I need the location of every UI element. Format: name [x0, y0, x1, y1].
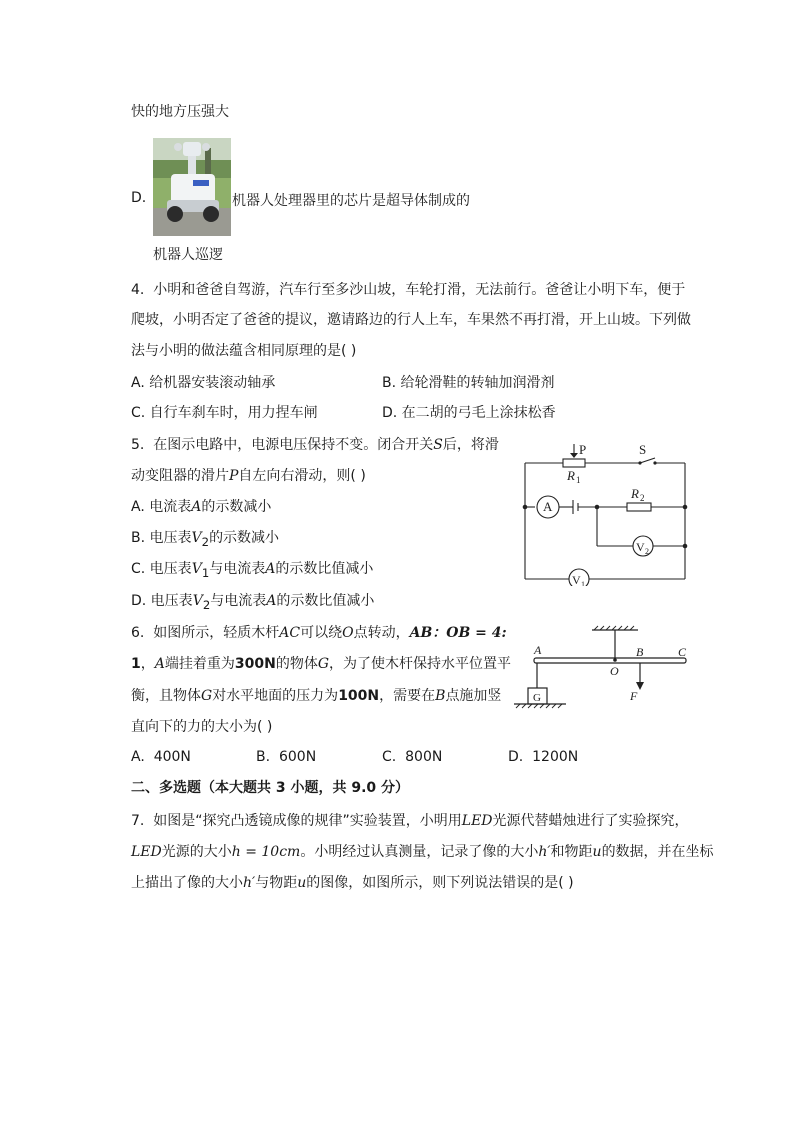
junction-right-top: [683, 505, 688, 510]
q6-option-c: [382, 747, 442, 767]
q5-c-mid: 与电流表: [209, 561, 266, 577]
lever-diagram: [512, 620, 696, 712]
q5-c-sub: 1: [201, 565, 210, 580]
label-a: A: [534, 643, 542, 657]
slider-arrow-head: [570, 453, 578, 458]
q5-stem-1b: 后，将滑: [442, 437, 499, 453]
label-r2: R: [631, 486, 639, 501]
q5-a-var: A: [191, 499, 202, 515]
junction-mid: [595, 505, 600, 510]
q5-option-a: [131, 497, 271, 517]
switch-blade: [640, 458, 655, 463]
q4-option-a: A. 给机器安装滚动轴承: [131, 375, 276, 391]
q5-stem-1a: 在图示电路中，电源电压保持不变。闭合开关: [153, 437, 434, 453]
q6-a-value: 400N: [153, 749, 191, 765]
q7-l2b: 。小明经过认真测量，记录了像的大小: [300, 844, 539, 860]
q5-stem-2a: 动变阻器的滑片: [131, 468, 229, 484]
label-p: P: [579, 442, 587, 457]
q6-l3d: 点施加竖: [445, 688, 502, 704]
q6-b-label: B.: [256, 749, 271, 765]
switch-pivot: [638, 461, 641, 464]
section-2-title: 二、多选题（本大题共 3 小题，共 9.0 分）: [131, 780, 410, 796]
label-r2-sub: 2: [640, 493, 645, 503]
q6-l2d: ，为了使木杆保持水平位置平: [329, 656, 512, 672]
q6-100n: 100N: [338, 688, 380, 704]
q7-l3a: 上描出了像的大小: [131, 875, 243, 891]
q6-d-label: D.: [508, 749, 524, 765]
q5-var-s: S: [433, 437, 443, 453]
q7-led-2: LED: [131, 844, 162, 860]
q5-option-c: [131, 559, 373, 583]
q5-var-p: P: [229, 468, 239, 484]
label-g: G: [533, 692, 541, 704]
q6-l2c: 的物体: [275, 656, 318, 672]
pivot-o: [613, 658, 617, 662]
q7-line-3: [131, 873, 574, 893]
q6-l1a: 如图所示，轻质木杆: [153, 625, 280, 641]
junction-right-bottom: [683, 544, 688, 549]
q6-b-value: 600N: [278, 749, 317, 765]
q6-l2b: 端挂着重为: [164, 656, 235, 672]
q6-a-label: A.: [131, 749, 145, 765]
label-a: A: [543, 499, 553, 514]
q5-line-1: [131, 435, 499, 455]
label-f: F: [630, 689, 638, 703]
q7-var-u-2: u: [297, 875, 307, 891]
q5-a-pre: A. 电流表: [131, 499, 192, 515]
q6-var-g2: G: [201, 688, 213, 704]
q5-b-post: 的示数减小: [209, 530, 280, 546]
q6-line-4: 直向下的力的大小为( ): [131, 719, 273, 735]
q5-c-var2: A: [265, 561, 276, 577]
q5-d-pre: D. 电压表: [131, 593, 193, 609]
q6-option-d: [508, 747, 578, 767]
label-v1-sub: 1: [581, 580, 585, 586]
label-s: S: [639, 442, 647, 457]
q5-c-var: V: [191, 561, 202, 577]
q6-l3a: 衡，且物体: [131, 688, 201, 704]
q6-var-g: G: [317, 656, 330, 672]
robot-patrol-photo: [153, 138, 231, 236]
r1-resistor: [563, 459, 585, 467]
label-v1: V: [572, 573, 581, 586]
q7-l2a: 光源的大小: [161, 844, 232, 860]
q5-stem-2b: 自左向右滑动，则( ): [238, 468, 366, 484]
q7-number: 7.: [131, 813, 145, 829]
lever-bar: [534, 658, 686, 663]
junction-left: [523, 505, 528, 510]
q6-l3b: 对水平地面的压力为: [212, 688, 339, 704]
circuit-diagram: [515, 436, 695, 586]
q3-line-top: 快的地方压强大: [131, 104, 229, 120]
label-o: O: [610, 664, 619, 678]
q5-a-post: 的示数减小: [201, 499, 272, 515]
q5-d-var2: A: [266, 593, 277, 609]
q6-d-value: 1200N: [532, 749, 579, 765]
q7-l1a: 如图是“探究凸透镜成像的规律”实验装置，小明用: [153, 813, 462, 829]
q3-option-d-caption: 机器人巡逻: [153, 247, 223, 263]
q5-option-d: [131, 591, 374, 615]
q6-l1c: 点转动，: [353, 625, 410, 641]
q6-number: 6.: [131, 625, 145, 641]
q6-l1b: 可以绕: [300, 625, 343, 641]
q6-l3c: ，需要在: [379, 688, 436, 704]
q5-b-pre: B. 电压表: [131, 530, 192, 546]
q4-number: 4.: [131, 282, 145, 298]
switch-contact: [653, 461, 656, 464]
q4-line-2: 爬坡，小明否定了爸爸的提议，邀请路边的行人上车，车果然不再打滑，开上山坡。下列做: [131, 312, 691, 328]
q6-c-value: 800N: [405, 749, 443, 765]
q7-l3c: 的图像，如图所示，则下列说法错误的是( ): [306, 875, 574, 891]
q6-l2-one: 1: [131, 656, 141, 672]
q5-b-sub: 2: [201, 534, 210, 549]
q3-option-d-label: D.: [131, 190, 147, 206]
q6-300n: 300N: [234, 656, 276, 672]
q5-d-var: V: [192, 593, 203, 609]
q7-l2d: 的数据，并在坐标: [601, 844, 714, 860]
q4-stem-1: 小明和爸爸自驾游，汽车行至多沙山坡，车轮打滑，无法前行。爸爸让小明下车，便于: [153, 282, 686, 298]
q7-l2c: 和物距: [550, 844, 593, 860]
q5-c-post: 的示数比值减小: [275, 561, 374, 577]
q6-ratio: AB：OB = 4:: [409, 625, 507, 641]
q6-option-b: [256, 747, 316, 767]
q4-option-b: B. 给轮滑鞋的转轴加润滑剂: [382, 375, 555, 391]
label-v2: V: [636, 540, 645, 554]
r2-resistor: [627, 503, 651, 511]
q7-h-prime-2: h′: [243, 875, 256, 891]
q6-var-o: O: [342, 625, 354, 641]
q6-option-a: [131, 747, 191, 767]
q3-option-d-text: 机器人处理器里的芯片是超导体制成的: [232, 193, 470, 209]
label-b: B: [636, 645, 644, 659]
q5-option-b: [131, 528, 279, 552]
q5-b-var: V: [191, 530, 202, 546]
label-c: C: [678, 645, 687, 659]
q6-line-1: [131, 623, 507, 643]
q5-line-2: [131, 466, 366, 486]
q7-line-1: [131, 811, 689, 831]
q6-line-2: [131, 654, 511, 674]
q6-l2a: ，: [140, 656, 155, 672]
q6-c-label: C.: [382, 749, 397, 765]
q6-var-a: A: [154, 656, 165, 672]
q6-line-3: [131, 686, 501, 706]
q5-c-pre: C. 电压表: [131, 561, 192, 577]
q6-var-ac: AC: [279, 625, 301, 641]
q6-var-b: B: [435, 688, 446, 704]
label-r1: R: [567, 468, 575, 483]
q5-d-mid: 与电流表: [210, 593, 267, 609]
q4-line-3: 法与小明的做法蕴含相同原理的是( ): [131, 343, 357, 359]
label-r1-sub: 1: [576, 475, 581, 485]
q4-option-c: C. 自行车刹车时，用力捏车闸: [131, 405, 318, 421]
q7-h-prime: h′: [538, 844, 551, 860]
q7-var-u: u: [592, 844, 602, 860]
q4-option-d: D. 在二胡的弓毛上涂抹松香: [382, 405, 556, 421]
q4-line-1: [131, 280, 685, 300]
q7-l1b: 光源代替蜡烛进行了实验探究，: [492, 813, 689, 829]
q5-d-post: 的示数比值减小: [276, 593, 375, 609]
q5-d-sub: 2: [202, 597, 211, 612]
q7-l3b: 与物距: [255, 875, 298, 891]
q7-h-value: h = 10cm: [231, 844, 301, 860]
q7-led-1: LED: [461, 813, 493, 829]
label-v2-sub: 2: [645, 547, 649, 556]
q5-number: 5.: [131, 437, 145, 453]
q7-line-2: [131, 842, 714, 862]
